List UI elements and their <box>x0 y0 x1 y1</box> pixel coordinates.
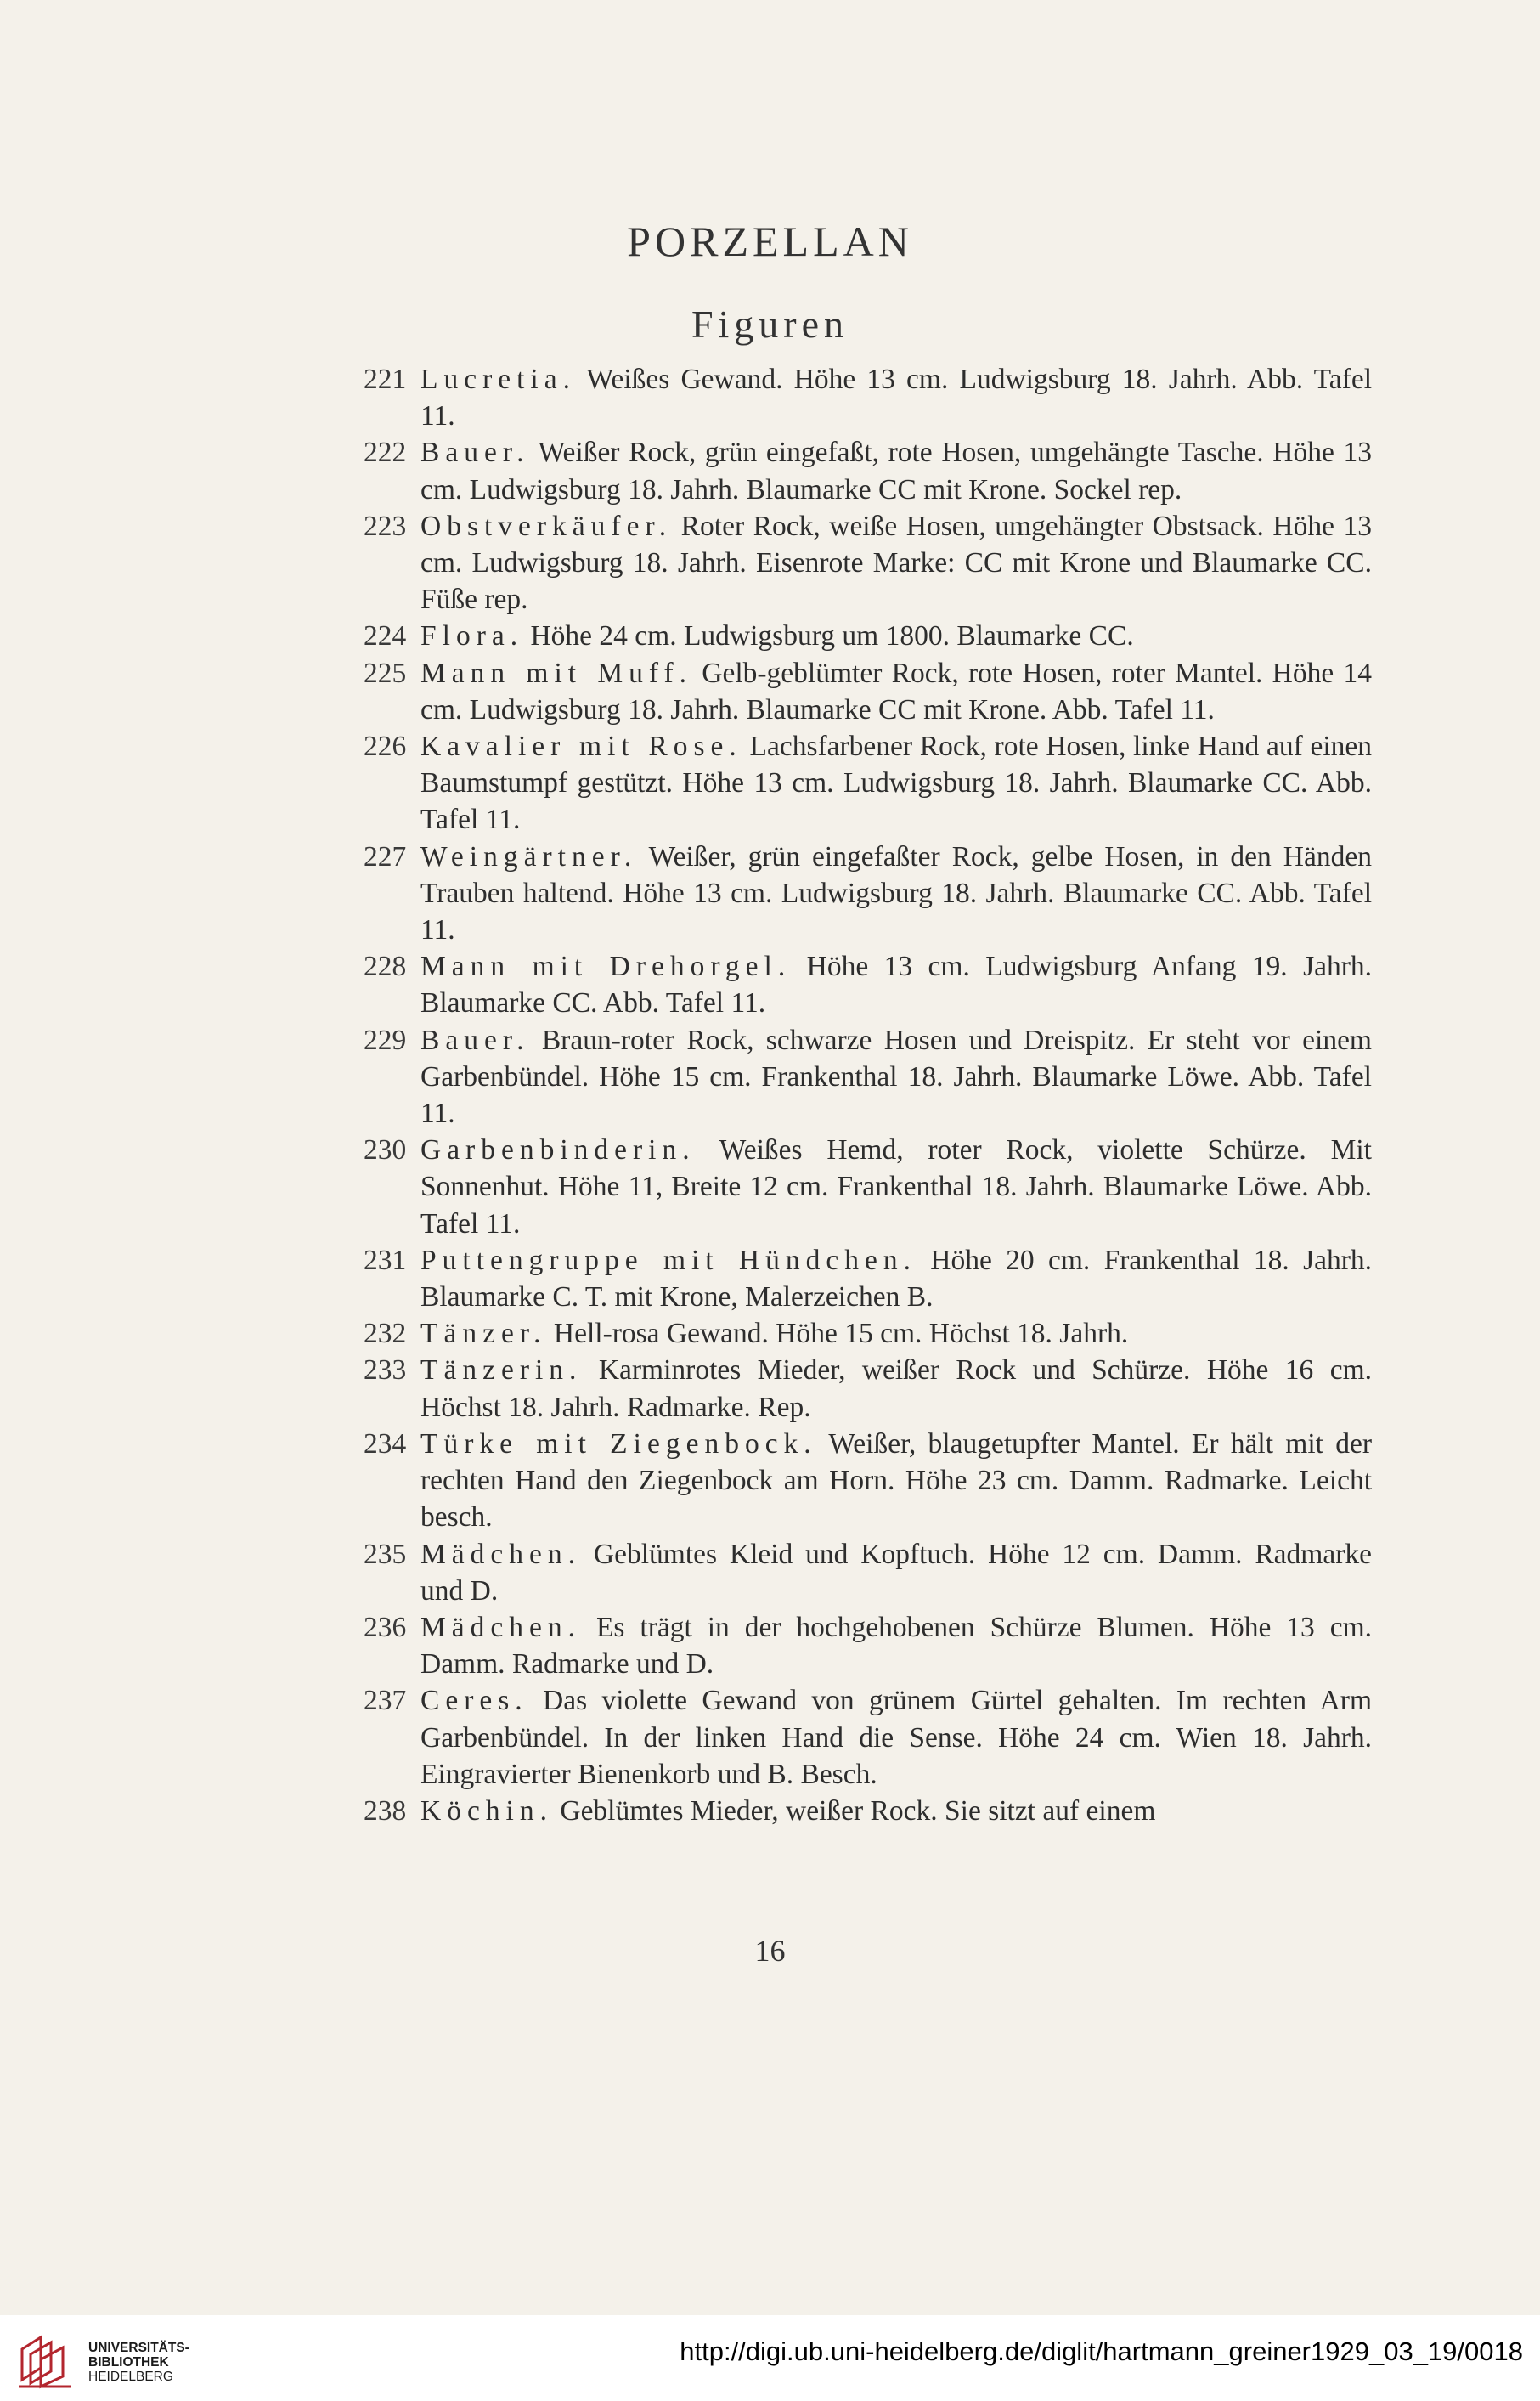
entry-description: Gelb-geblümter Rock, rote Hosen, roter Mantel. Höhe 14 cm. Ludwigsburg 18. Jahrh. Blaumarke CC mit Krone. Abb. Tafel 11. <box>420 657 1372 726</box>
catalog-entry <box>365 434 1372 507</box>
entry-description: Geblümtes Mieder, weißer Rock. Sie sitzt auf einem <box>560 1794 1156 1827</box>
university-library-logo-icon[interactable] <box>15 2330 75 2390</box>
entry-description: Weißer Rock, grün eingefaßt, rote Hosen, umgehängte Tasche. Höhe 13 cm. Ludwigsburg 18. Jahrh. Blaumarke CC mit Krone. Sockel rep. <box>420 437 1372 506</box>
entry-number: 224 <box>364 620 407 653</box>
entry-number: 236 <box>364 1611 407 1643</box>
entry-description: Das violette Gewand von grünem Gürtel gehalten. Im rechten Arm Garbenbündel. In der linken Hand die Sense. Höhe 24 cm. Wien 18. Jahrh. Eingravierter Bienenkorb und B. Besch. <box>420 1685 1373 1790</box>
entry-name: Bauer. <box>420 437 530 469</box>
entry-name: Mann mit Muff. <box>420 657 692 689</box>
catalog-entry <box>365 1536 1372 1609</box>
catalog-entry <box>365 839 1372 949</box>
entry-description: Roter Rock, weiße Hosen, umgehängter Obstsack. Höhe 13 cm. Ludwigsburg 18. Jahrh. Eisenrote Marke: CC mit Krone und Blaumarke CC. Füße rep. <box>420 510 1372 616</box>
catalog-entry <box>365 948 1372 1021</box>
entry-number: 230 <box>364 1134 407 1167</box>
entry-number: 232 <box>364 1318 407 1350</box>
entry-description: Höhe 13 cm. Ludwigsburg Anfang 19. Jahrh. Blaumarke CC. Abb. Tafel 11. <box>420 951 1372 1020</box>
entry-number: 228 <box>364 951 407 983</box>
entry-number: 235 <box>364 1538 407 1570</box>
entry-name: Weingärtner. <box>420 840 638 873</box>
entry-name: Köchin. <box>420 1794 553 1827</box>
catalog-entry <box>365 655 1372 728</box>
source-url-link[interactable]: http://digi.ub.uni-heidelberg.de/diglit/hartmann_greiner1929_03_19/0018 <box>680 2336 1523 2366</box>
entry-number: 221 <box>364 364 407 395</box>
entry-name: Ceres. <box>420 1685 528 1717</box>
entry-name: Lucretia. <box>420 364 576 395</box>
catalog-entry <box>365 1352 1372 1425</box>
catalog-entries <box>365 361 1372 1829</box>
entry-description: Lachsfarbener Rock, rote Hosen, linke Hand auf einen Baumstumpf gestützt. Höhe 13 cm. Ludwigsburg 18. Jahrh. Blaumarke CC. Abb. Tafel 11. <box>420 731 1373 836</box>
entry-description: Weißer, blaugetupfter Mantel. Er hält mit der rechten Hand den Ziegenbock am Horn. Höhe 23 cm. Damm. Radmarke. Leicht besch. <box>420 1427 1372 1534</box>
entry-name: Mann mit Drehorgel. <box>420 951 792 983</box>
catalog-entry <box>365 1793 1372 1829</box>
entry-number: 225 <box>364 657 407 689</box>
catalog-entry <box>365 1609 1372 1682</box>
entry-description: Höhe 24 cm. Ludwigsburg um 1800. Blaumarke CC. <box>530 620 1134 653</box>
entry-name: Kavalier mit Rose. <box>420 731 742 763</box>
catalog-entry <box>365 361 1372 434</box>
entry-number: 233 <box>364 1354 407 1387</box>
entry-number: 231 <box>364 1244 407 1276</box>
entry-number: 229 <box>364 1024 407 1056</box>
entry-number: 226 <box>364 731 407 763</box>
page-title: PORZELLAN <box>627 218 913 265</box>
library-name-line3: HEIDELBERG <box>88 2370 173 2384</box>
entry-description: Weißes Gewand. Höhe 13 cm. Ludwigsburg 18. Jahrh. Abb. Tafel 11. <box>420 364 1372 432</box>
entry-name: Tänzerin. <box>420 1354 583 1387</box>
library-name[interactable] <box>88 2341 189 2384</box>
entry-name: Flora. <box>420 620 524 653</box>
catalog-entry <box>365 1682 1372 1793</box>
entry-name: Puttengruppe mit Hündchen. <box>420 1244 917 1276</box>
section-title: Figuren <box>691 302 849 346</box>
catalog-entry <box>365 1242 1372 1315</box>
entry-number: 234 <box>364 1427 407 1460</box>
catalog-entry <box>365 1315 1372 1352</box>
entry-number: 222 <box>364 437 407 469</box>
footer-bar <box>0 2315 1540 2401</box>
entry-description: Hell-rosa Gewand. Höhe 15 cm. Höchst 18. Jahrh. <box>553 1318 1129 1350</box>
entry-description: Es trägt in der hochgehobenen Schürze Blumen. Höhe 13 cm. Damm. Radmarke und D. <box>420 1611 1373 1681</box>
entry-description: Höhe 20 cm. Frankenthal 18. Jahrh. Blaumarke C. T. mit Krone, Malerzeichen B. <box>420 1244 1373 1313</box>
library-name-line2: BIBLIOTHEK <box>88 2355 169 2370</box>
entry-name: Garbenbinderin. <box>420 1134 696 1167</box>
entry-name: Mädchen. <box>420 1611 582 1643</box>
entry-name: Obstverkäufer. <box>420 510 673 542</box>
entry-number: 223 <box>364 510 407 542</box>
entry-name: Türke mit Ziegenbock. <box>420 1427 817 1460</box>
entry-description: Weißes Hemd, roter Rock, violette Schürze. Mit Sonnenhut. Höhe 11, Breite 12 cm. Frankenthal 18. Jahrh. Blaumarke Löwe. Abb. Tafel 11. <box>420 1134 1372 1240</box>
entry-name: Tänzer. <box>420 1318 547 1350</box>
entry-description: Weißer, grün eingefaßter Rock, gelbe Hosen, in den Händen Trauben haltend. Höhe 13 cm. Ludwigsburg 18. Jahrh. Blaumarke CC. Abb. Tafel 11. <box>420 840 1372 946</box>
catalog-entry <box>365 1426 1372 1536</box>
entry-number: 227 <box>364 840 407 873</box>
entry-number: 238 <box>364 1794 407 1827</box>
entry-name: Bauer. <box>420 1024 530 1056</box>
entry-description: Geblümtes Kleid und Kopftuch. Höhe 12 cm. Damm. Radmarke und D. <box>420 1538 1373 1607</box>
entry-description: Braun-roter Rock, schwarze Hosen und Dreispitz. Er steht vor einem Garbenbündel. Höhe 15 cm. Frankenthal 18. Jahrh. Blaumarke Löwe. Abb. Tafel 11. <box>420 1024 1372 1130</box>
entry-description: Karminrotes Mieder, weißer Rock und Schürze. Höhe 16 cm. Höchst 18. Jahrh. Radmarke. Rep. <box>420 1354 1372 1423</box>
catalog-entry <box>365 508 1372 619</box>
page-number: 16 <box>754 1934 786 1968</box>
library-name-line1: UNIVERSITÄTS- <box>88 2341 189 2355</box>
catalog-entry <box>365 728 1372 839</box>
catalog-entry <box>365 1132 1372 1242</box>
entry-name: Mädchen. <box>420 1538 582 1570</box>
catalog-entry <box>365 1022 1372 1133</box>
catalog-entry <box>365 618 1372 654</box>
entry-number: 237 <box>364 1685 407 1717</box>
